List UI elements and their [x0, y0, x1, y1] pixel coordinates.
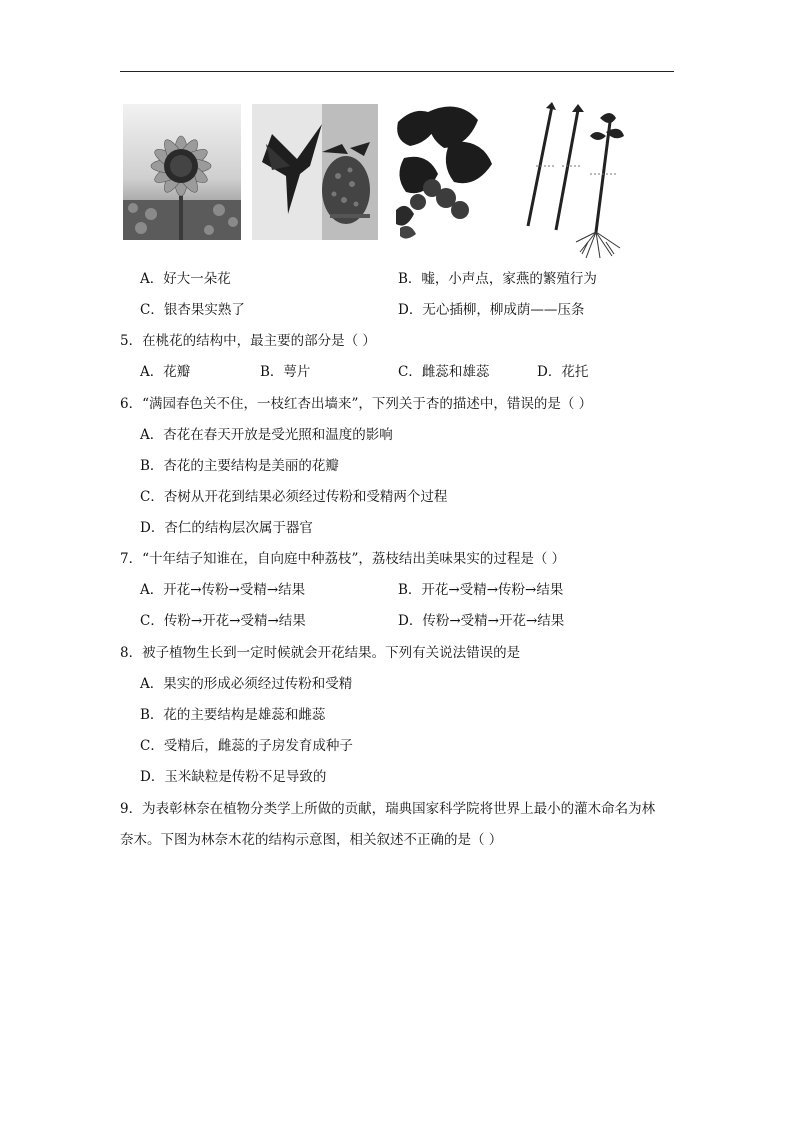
option-text: 嘘，小声点，家燕的繁殖行为: [421, 271, 597, 287]
option-letter: C．: [140, 302, 164, 318]
ginkgo-image: [388, 102, 500, 242]
q6-option-b: B．杏花的主要结构是美丽的花瓣: [140, 458, 339, 474]
q6-stem: 6．“满园春色关不住，一枝红杏出墙来”，下列关于杏的描述中，错误的是（ ）: [120, 396, 593, 412]
q5-option-c: C．雌蕊和雄蕊: [398, 364, 490, 380]
option-letter: A．: [140, 271, 164, 287]
q8-option-a: A．果实的形成必须经过传粉和受精: [140, 676, 353, 692]
q9-stem-line-1: 9．为表彰林奈在植物分类学上所做的贡献，瑞典国家科学院将世界上最小的灌木命名为林: [120, 801, 656, 817]
option-text: 无心插柳，柳成荫——压条: [422, 302, 585, 318]
question-4-images: [120, 102, 640, 260]
header-rule: [120, 71, 674, 72]
q7-option-a: A．开花→传粉→受精→结果: [140, 582, 306, 598]
q6-option-a: A．杏花在春天开放是受光照和温度的影响: [140, 427, 393, 443]
swallow-nest-image: [252, 104, 378, 240]
q5-option-d: D．花托: [537, 364, 589, 380]
q8-option-b: B．花的主要结构是雄蕊和雌蕊: [140, 707, 326, 723]
option-letter: D．: [398, 302, 423, 318]
option-letter: B．: [398, 271, 422, 287]
q6-option-c: C．杏树从开花到结果必须经过传粉和受精两个过程: [140, 489, 448, 505]
q5-stem: 5．在桃花的结构中，最主要的部分是（ ）: [120, 333, 376, 349]
q9-stem-line-2: 奈木。下图为林奈木花的结构示意图，相关叙述不正确的是（ ）: [120, 832, 503, 848]
willow-cutting-image: [516, 102, 632, 260]
q7-option-d: D．传粉→受精→开花→结果: [398, 613, 565, 629]
q8-option-d: D．玉米缺粒是传粉不足导致的: [140, 769, 327, 785]
q4-option-b: [398, 270, 597, 288]
q8-stem: 8．被子植物生长到一定时候就会开花结果。下列有关说法错误的是: [120, 645, 521, 661]
q5-option-a: A．花瓣: [140, 364, 191, 380]
option-text: 好大一朵花: [163, 271, 231, 287]
q6-option-d: D．杏仁的结构层次属于器官: [140, 520, 313, 536]
q7-option-b: B．开花→受精→传粉→结果: [398, 582, 564, 598]
q4-option-a: [140, 270, 231, 288]
q4-option-d: [398, 301, 584, 319]
q7-stem: 7．“十年结子知谁在，自向庭中种荔枝”，荔枝结出美味果实的过程是（ ）: [120, 551, 566, 567]
sunflower-image: [123, 104, 241, 240]
option-text: 银杏果实熟了: [163, 302, 245, 318]
q5-option-b: B．萼片: [260, 364, 311, 380]
q7-option-c: C．传粉→开花→受精→结果: [140, 613, 306, 629]
q4-option-c: [140, 301, 245, 319]
q8-option-c: C．受精后，雌蕊的子房发育成种子: [140, 738, 353, 754]
